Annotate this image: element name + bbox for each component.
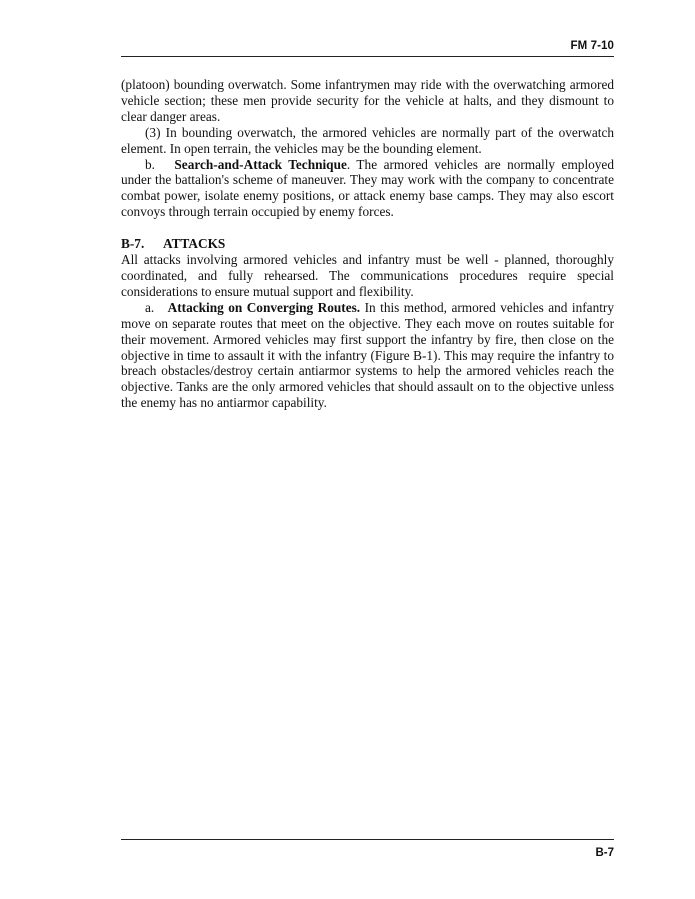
- paragraph-bounding-overwatch-continued: (platoon) bounding overwatch. Some infantrymen may ride with the overwatching armored vehicle section; these men provide security for the vehicle at halts, and they dismount to clear danger areas.: [121, 77, 614, 124]
- paragraph-text: . The armored vehicles are normally employed under the battalion's scheme of maneuver. They may work with the company to concentrate combat power, isolate enemy positions, or attack enemy base camps. They may also escort convoys through terrain occupied by enemy forces.: [121, 156, 614, 220]
- section-title: ATTACKS: [163, 236, 226, 252]
- footer-rule: [121, 839, 614, 840]
- paragraph-text: In this method, armored vehicles and infantry move on separate routes that meet on the objective. They each move on routes suitable for their movement. Armored vehicles may first support the infantry by fire, then close on the objective in time to assault it with the infantry (Figure B-1). This may require the infantry to breach obstacles/destroy certain antiarmor systems to help the armored vehicles reach the objective. Tanks are the only armored vehicles that should assault on to the objective unless the enemy has no antiarmor capability.: [121, 299, 614, 411]
- page-number: B-7: [595, 847, 614, 859]
- paragraph-3-bounding-overwatch: (3) In bounding overwatch, the armored vehicles are normally part of the overwatch element. In open terrain, the vehicles may be the bounding element.: [121, 124, 614, 156]
- paragraph-a-converging-routes: [121, 300, 614, 411]
- manual-id: FM 7-10: [570, 40, 614, 52]
- paragraph-bold-title: Search-and-Attack Technique: [174, 156, 347, 172]
- paragraph-marker: a.: [145, 299, 155, 315]
- paragraph-marker: b.: [145, 156, 155, 172]
- paragraph-attacks-intro: All attacks involving armored vehicles and infantry must be well - planned, thoroughly coordinated, and fully rehearsed. The communications procedures require special considerations to ensure mutual support and flexibility.: [121, 252, 614, 299]
- section-heading: [121, 236, 614, 252]
- section-number: B-7.: [121, 236, 145, 252]
- header-rule: [121, 56, 614, 57]
- paragraph-bold-title: Attacking on Converging Routes.: [167, 299, 361, 315]
- paragraph-b-search-and-attack: [121, 157, 614, 221]
- page-body: [121, 77, 614, 411]
